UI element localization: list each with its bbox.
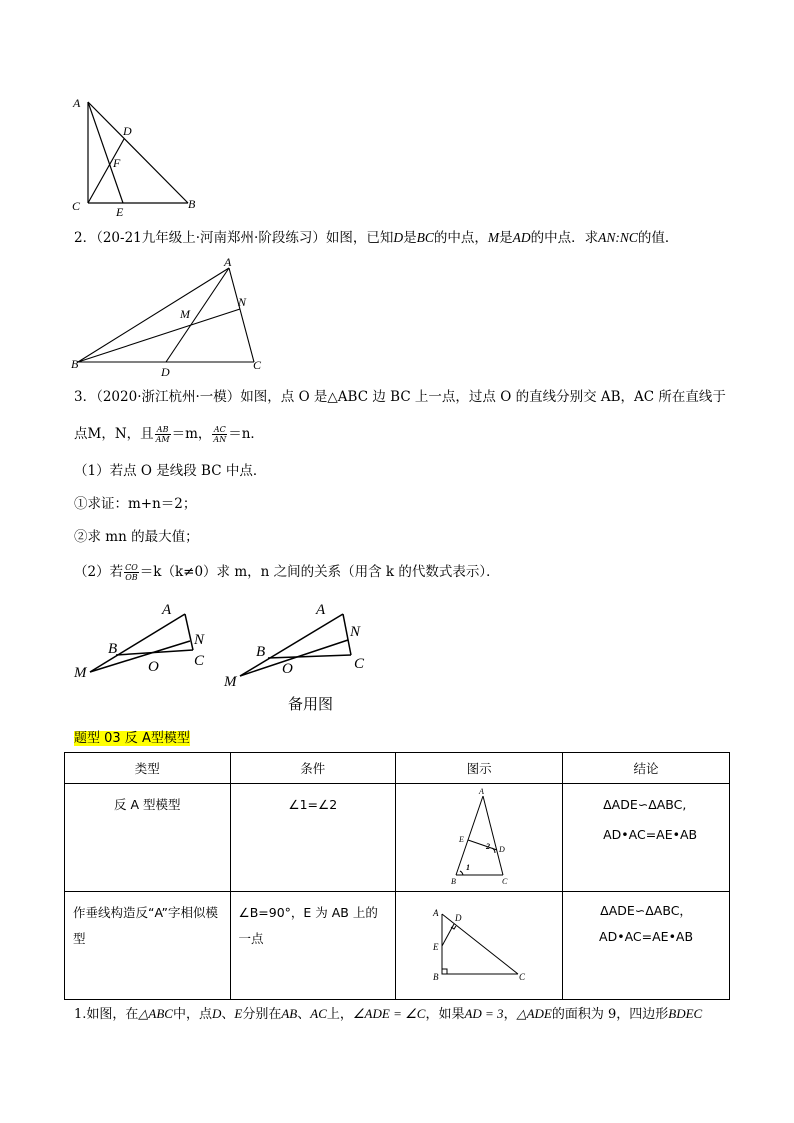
label-b: B (433, 972, 439, 982)
label-e: E (116, 205, 124, 219)
label-a: A (162, 602, 172, 618)
label-e: E (433, 942, 439, 952)
text: 、 (221, 1007, 235, 1022)
text: 1.如图，在 (74, 1007, 139, 1022)
math: AD = 3 (464, 1006, 504, 1021)
segment-ac (229, 268, 254, 362)
problem-2-text (74, 228, 678, 248)
cell-text: ΔADE∽ΔABC，AD•AC=AE•AB (599, 903, 694, 944)
angle-1-arc (460, 871, 463, 875)
label-b: B (451, 877, 456, 886)
label-d: D (161, 365, 170, 379)
text: ＝k（k≠0）求 m，n 之间的关系（用含 k 的代数式表示）． (139, 564, 500, 580)
math: BDEC (668, 1006, 703, 1021)
text: 点M，N，且 (74, 426, 154, 442)
header-condition: 条件 (230, 753, 396, 784)
numerator: CO (125, 563, 138, 572)
conclusion-line: ΔADE∽ΔABC, (603, 797, 687, 812)
text: （2）若 (74, 564, 124, 580)
var: BC (416, 230, 434, 245)
label-m: M (224, 674, 237, 690)
header-type: 类型 (65, 753, 231, 784)
text: 分别在 (242, 1007, 282, 1022)
label-n: N (350, 624, 361, 640)
text: 上， (326, 1007, 353, 1022)
label-n: N (194, 632, 205, 648)
cell-text: 作垂线构造反“A”字相似模型 (73, 905, 218, 946)
ratio: AN:NC (598, 230, 638, 245)
row2-type (65, 892, 231, 1000)
header-conclusion: 结论 (563, 753, 730, 784)
label-a: A (316, 602, 326, 618)
math: △ABC (138, 1006, 173, 1021)
label-d: D (455, 913, 462, 923)
segment-ac (185, 614, 193, 650)
label-1: 1 (466, 863, 471, 872)
label-c: C (72, 199, 81, 213)
table-header-row (65, 753, 730, 784)
text: ， (503, 1007, 517, 1022)
denominator: AN (213, 435, 227, 444)
label-d: D (499, 845, 505, 854)
problem-3-line-1: 3．（2020·浙江杭州·一模）如图，点 O 是△ABC 边 BC 上一点，过点 O 的直线分别交 AB，AC 所在直线于 (74, 389, 726, 405)
cell-text: ∠1=∠2 (288, 797, 338, 812)
label-o: O (148, 659, 159, 675)
figure-3-triangle (70, 598, 220, 683)
problem-source: （20-21九年级上·河南郑州·阶段练习） (96, 230, 326, 246)
reverse-a-model-diagram (396, 784, 562, 888)
denominator: OB (125, 573, 138, 582)
label-a: A (479, 787, 484, 796)
var: M (487, 230, 500, 245)
table-row (65, 784, 730, 892)
label-c: C (519, 972, 526, 982)
label-d: D (123, 124, 132, 138)
problem-3-part-2 (74, 562, 500, 582)
var: E (234, 1006, 243, 1021)
text: ＝m， (171, 426, 212, 442)
label-b: B (108, 641, 118, 657)
segment-mb-a (90, 614, 185, 672)
problem-3-question-1: ①求证：m+n＝2； (74, 496, 197, 512)
header-diagram: 图示 (396, 753, 563, 784)
math: △ADE (516, 1006, 552, 1021)
segment-ac (442, 914, 518, 974)
label-c: C (354, 656, 365, 672)
problem-3-question-2: ②求 mn 的最大值； (74, 529, 199, 545)
row2-diagram (396, 892, 563, 1000)
math: ∠ADE = ∠C (352, 1006, 426, 1021)
segment-bc (268, 655, 351, 658)
model-table (64, 752, 730, 1000)
section-title (74, 727, 190, 746)
label-m: M (74, 665, 87, 681)
fraction-co-ob (124, 563, 139, 582)
label-o: O (282, 661, 293, 677)
segment-ab (78, 268, 229, 362)
var: D (393, 230, 404, 245)
cell-text: ∠B=90°，E 为 AB 上的一点 (238, 905, 378, 946)
row1-type (65, 784, 231, 892)
label-n: N (238, 295, 247, 309)
spare-figure-caption: 备用图 (288, 695, 334, 713)
numerator: AC (213, 425, 226, 434)
numerator: AB (155, 425, 171, 435)
segment-ae (88, 102, 123, 203)
text: 的面积为 9，四边形 (551, 1007, 669, 1022)
var: AD (512, 230, 531, 245)
text: 的中点， (433, 230, 488, 246)
segment-ab (88, 102, 188, 203)
text: 如图，已知 (325, 230, 394, 246)
table-row (65, 892, 730, 1000)
label-c: C (194, 653, 205, 669)
segment-cd (88, 139, 124, 203)
row1-diagram (396, 784, 563, 892)
label-a: A (433, 908, 439, 918)
label-a: A (73, 96, 81, 110)
var: AC (310, 1006, 327, 1021)
problem-bottom-text (74, 1003, 702, 1022)
text: 是 (403, 230, 417, 246)
conclusion-block (563, 784, 729, 856)
label-b: B (256, 644, 266, 660)
var: D (211, 1006, 222, 1021)
segment-ad (166, 268, 229, 362)
label-m: M (180, 307, 190, 321)
text: ＝n． (228, 426, 264, 442)
denominator: AM (155, 435, 170, 444)
row1-condition (230, 784, 396, 892)
text: ，如果 (425, 1007, 465, 1022)
figure-1-triangle (60, 92, 210, 222)
text: 中，点 (172, 1007, 212, 1022)
figure-2-triangle (66, 254, 276, 380)
segment-bn (78, 309, 240, 362)
text: 的中点．求 (530, 230, 599, 246)
conclusion-line: AD•AC=AE•AB (603, 827, 698, 842)
text: 、 (297, 1007, 311, 1022)
fraction-ac-an (212, 425, 227, 444)
label-e: E (459, 835, 464, 844)
text: 的值． (637, 230, 679, 246)
label-b: B (71, 357, 79, 371)
section-title-text: 题型 03 反 A型模型 (74, 731, 190, 746)
problem-3-line-2 (74, 424, 264, 444)
cell-text: 反 A 型模型 (114, 797, 181, 812)
text: 是 (499, 230, 513, 246)
var: AB (281, 1006, 298, 1021)
label-a: A (224, 255, 232, 269)
label-b: B (188, 197, 196, 211)
problem-number: 2． (74, 230, 97, 246)
figure-3-spare-triangle (218, 598, 378, 690)
right-angle-b (442, 969, 447, 974)
label-f: F (113, 156, 121, 170)
row2-condition (230, 892, 396, 1000)
problem-3-part-1: （1）若点 O 是线段 BC 中点． (74, 463, 267, 479)
row2-conclusion (563, 892, 730, 1000)
label-c: C (253, 358, 262, 372)
perpendicular-model-diagram (396, 892, 562, 996)
segment-mn (90, 641, 190, 672)
label-2: 2 (486, 842, 491, 851)
segment-ac (483, 796, 503, 875)
fraction-ab-am (155, 425, 171, 444)
label-c: C (502, 877, 508, 886)
row1-conclusion (563, 784, 730, 892)
